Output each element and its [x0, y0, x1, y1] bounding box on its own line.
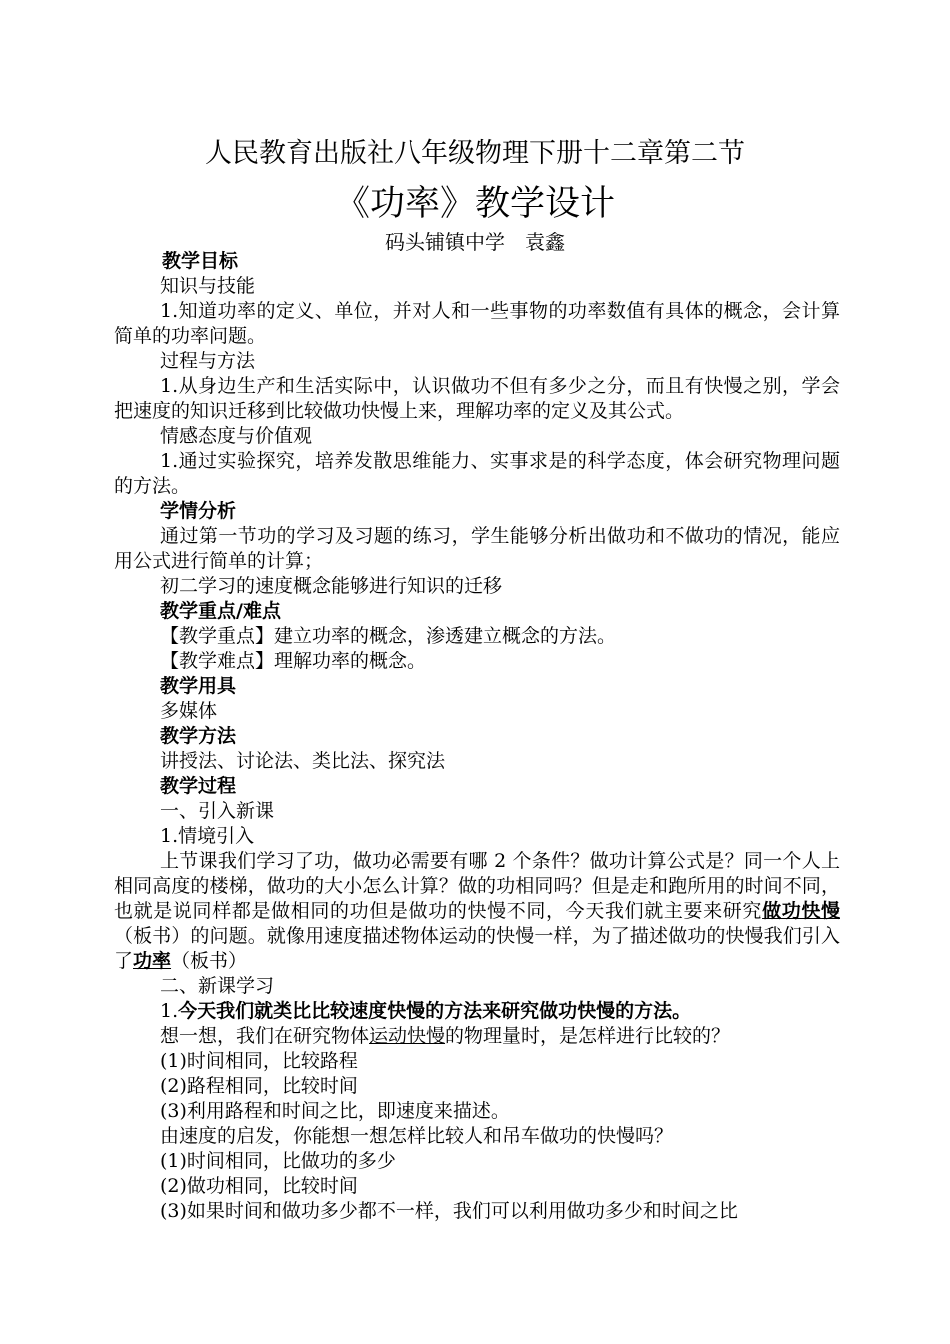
document-title: 《功率》教学设计 — [334, 184, 615, 224]
section-new-lesson: 二、新课学习 — [160, 975, 275, 997]
intro-text-a: 上节课我们学习了功，做功必需要有哪 2 个条件？做功计算公式是？同一个人上相同高度的楼梯，做功的大小怎么计算？做的功相同吗？但是走和跑所用的时间不同，也就是说同样都是做相同的功但是做功的快慢不同，今天我们就主要来研究 — [114, 850, 840, 922]
subsection-analogy-text: 今天我们就类比比较速度快慢的方法来研究做功快慢的方法。 — [178, 1000, 692, 1022]
speed-item: (1)时间相同，比较路程 — [160, 1050, 358, 1072]
analysis-text-2: 初二学习的速度概念能够进行知识的迁移 — [160, 575, 503, 597]
work-item: (1)时间相同，比做功的多少 — [160, 1150, 396, 1172]
intro-paragraph — [114, 849, 840, 974]
author-line: 码头铺镇中学 袁鑫 — [385, 230, 565, 254]
heading-process: 教学过程 — [160, 775, 237, 797]
work-item: (2)做功相同，比较时间 — [160, 1175, 358, 1197]
intro-text-e: （板书） — [171, 950, 248, 972]
think-text-a: 想一想，我们在研究物体 — [160, 1025, 370, 1047]
subsection-analogy-number: 1. — [160, 1000, 179, 1022]
heading-analysis: 学情分析 — [160, 500, 237, 522]
label-process: 过程与方法 — [160, 350, 256, 372]
methods-text: 讲授法、讨论法、类比法、探究法 — [160, 750, 446, 772]
intro-text-c: （板书）的问题。就像用速度描述物体运动的快慢一样，为了描述做功的快慢我们引入了 — [114, 925, 840, 972]
think-question — [114, 1024, 840, 1049]
speed-item: (2)路程相同，比较时间 — [160, 1075, 358, 1097]
tools-text: 多媒体 — [160, 700, 218, 722]
subsection-situation: 1.情境引入 — [160, 825, 255, 847]
work-item: (3)如果时间和做功多少都不一样，我们可以利用做功多少和时间之比 — [160, 1200, 738, 1222]
heading-tools: 教学用具 — [160, 675, 237, 697]
process-text: 1.从身边生产和生活实际中，认识做功不但有多少之分，而且有快慢之别，学会把速度的知识迁移到比较做功快慢上来，理解功率的定义及其公式。 — [114, 375, 840, 422]
title-publisher-line: 人民教育出版社八年级物理下册十二章第二节 — [205, 138, 745, 169]
key-focus: 【教学重点】建立功率的概念，渗透建立概念的方法。 — [160, 625, 617, 647]
keyword-power: 功率 — [133, 950, 172, 972]
knowledge-text: 1.知道功率的定义、单位，并对人和一些事物的功率数值有具体的概念，会计算简单的功率问题。 — [114, 300, 840, 347]
section-intro: 一、引入新课 — [160, 800, 275, 822]
key-difficulty: 【教学难点】理解功率的概念。 — [160, 650, 427, 672]
inspire-question: 由速度的启发，你能想一想怎样比较人和吊车做功的快慢吗？ — [160, 1125, 674, 1147]
keyword-work-speed: 做功快慢 — [762, 900, 840, 922]
keyword-motion-speed: 运动快慢 — [369, 1025, 446, 1047]
label-knowledge: 知识与技能 — [160, 275, 256, 297]
heading-methods: 教学方法 — [160, 725, 237, 747]
analysis-text-1: 通过第一节功的学习及习题的练习，学生能够分析出做功和不做功的情况，能应用公式进行简单的计算； — [114, 525, 840, 572]
label-emotion: 情感态度与价值观 — [160, 425, 313, 447]
document-body — [114, 249, 840, 1224]
think-text-c: 的物理量时，是怎样进行比较的？ — [445, 1025, 731, 1047]
speed-item: (3)利用路程和时间之比，即速度来描述。 — [160, 1100, 510, 1122]
heading-key-points: 教学重点/难点 — [160, 600, 281, 622]
heading-objectives: 教学目标 — [162, 250, 239, 272]
subsection-analogy — [114, 999, 840, 1024]
emotion-text: 1.通过实验探究，培养发散思维能力、实事求是的科学态度，体会研究物理问题的方法。 — [114, 450, 840, 497]
